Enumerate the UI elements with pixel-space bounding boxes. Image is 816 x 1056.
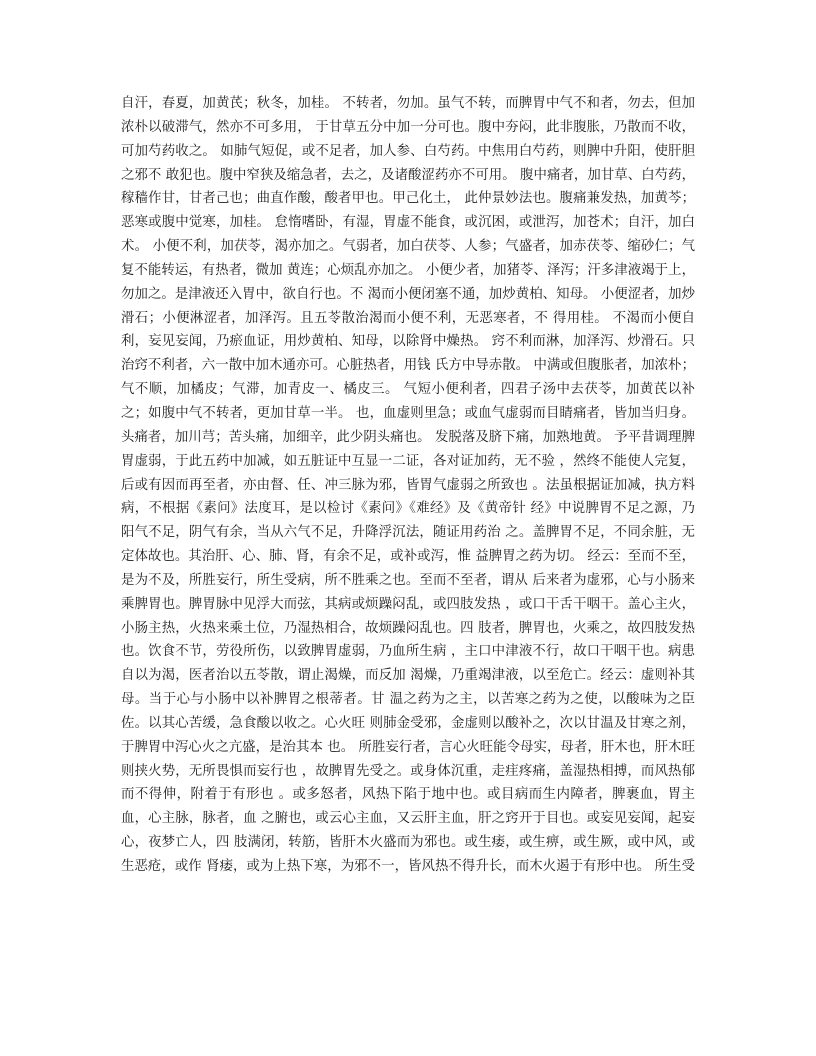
text-line: 自汗，春夏，加黄芪；秋冬，加桂。 不转者，勿加。虽气不转，而脾胃中气不和者，勿去，但加 [121, 96, 695, 111]
text-line: 可加芍药收之。 如肺气短促，或不足者，加人参、白芍药。中焦用白芍药，则脾中升阳，使肝胆 [121, 143, 695, 159]
text-line: 头痛者，加川芎；苦头痛，加细辛，此少阴头痛也。 发脱落及脐下痛，加熟地黄。 予平昔调理脾 [121, 429, 695, 445]
text-line: 心，夜梦亡人，四 肢满闭，转筋，皆肝木火盛而为邪也。或生痿，或生痹，或生厥，或中风，或 [121, 835, 695, 851]
text-line: 治窍不利者，六一散中加木通亦可。心脏热者，用钱 氏方中导赤散。 中满或但腹胀者，加浓朴； [121, 358, 695, 374]
text-line: 滑石；小便淋涩者，加泽泻。且五苓散治渴而小便不利，无恶寒者，不 得用桂。 不渴而小便自 [121, 310, 695, 326]
text-line: 恶寒或腹中觉寒，加桂。 怠惰嗜卧，有湿，胃虚不能食，或沉困，或泄泻，加苍术；自汗，加白 [121, 215, 695, 231]
text-line: 气不顺，加橘皮；气滞，加青皮一、橘皮三。 气短小便利者，四君子汤中去茯苓，加黄芪以补 [121, 382, 695, 398]
text-line: 则挟火势，无所畏惧而妄行也 ，故脾胃先受之。或身体沉重，走疰疼痛，盖湿热相搏，而风热郁 [121, 763, 695, 779]
text-line: 生恶疮，或作 肾痿，或为上热下寒，为邪不一，皆风热不得升长，而木火遏于有形中也。 所生受 [121, 859, 695, 874]
body-text [121, 92, 695, 950]
text-line: 于脾胃中泻心火之亢盛，是治其本 也。 所胜妄行者，言心火旺能令母实，母者，肝木也，肝木旺 [121, 739, 695, 755]
text-line: 乘脾胃也。脾胃脉中见浮大而弦，其病或烦躁闷乱，或四肢发热 ，或口干舌干咽干。盖心主火， [121, 596, 695, 612]
text-line: 胃虚弱，于此五药中加减，如五脏证中互显一二证，各对证加药，无不验 ，然终不能使人完复， [121, 453, 695, 469]
text-line: 病，不根据《素问》法度耳，是以检讨《素问》《难经》及《黄帝针 经》中说脾胃不足之源，乃 [121, 501, 695, 517]
text-line [121, 927, 695, 951]
text-line: 稼穑作甘，甘者己也；曲直作酸，酸者甲也。甲己化土， 此仲景妙法也。腹痛兼发热，加黄芩； [121, 191, 695, 207]
text-line: 术。 小便不利，加茯苓，渴亦加之。气弱者，加白茯苓、人参；气盛者，加赤茯苓、缩砂仁；气 [121, 239, 695, 255]
text-line: 浓朴以破滞气，然亦不可多用， 于甘草五分中加一分可也。腹中夯闷，此非腹胀，乃散而不收， [121, 119, 695, 135]
text-line: 后或有因而再至者，亦由督、任、冲三脉为邪，皆胃气虚弱之所致也 。法虽根据证加减，执方料 [121, 477, 695, 493]
text-line: 利，妄见妄闻，乃瘀血证，用炒黄柏、知母，以除肾中燥热。 窍不利而淋，加泽泻、炒滑石。只 [121, 334, 695, 350]
text-line: 定体故也。其治肝、心、肺、肾，有余不足，或补或泻，惟 益脾胃之药为切。 经云：至而不至， [121, 549, 695, 565]
text-line: 而不得伸，附着于有形也 。或多怒者，风热下陷于地中也。或目病而生内障者，脾裹血，胃主 [121, 787, 695, 803]
text-line: 佐。以其心苦缓，急食酸以收之。心火旺 则肺金受邪，金虚则以酸补之，次以甘温及甘寒之剂， [121, 715, 695, 731]
text-line: 自以为渴，医者治以五苓散，谓止渴燥，而反加 渴燥，乃重竭津液，以至危亡。经云：虚则补其 [121, 668, 695, 684]
text-line [121, 903, 695, 927]
text-line: 也。饮食不节，劳役所伤，以致脾胃虚弱，乃血所生病 ，主口中津液不行，故口干咽干也。病患 [121, 644, 695, 660]
text-line [121, 879, 695, 903]
text-line: 小肠主热，火热来乘土位，乃湿热相合，故烦躁闷乱也。四 肢者，脾胃也，火乘之，故四肢发热 [121, 620, 695, 636]
text-line: 之；如腹中气不转者，更加甘草一半。 也，血虚则里急；或血气虚弱而目睛痛者，皆加当归身。 [121, 405, 695, 421]
text-line: 是为不及，所胜妄行，所生受病，所不胜乘之也。至而不至者，谓从 后来者为虚邪，心与小肠来 [121, 572, 695, 588]
text-line: 勿加之。是津液还入胃中，欲自行也。不 渴而小便闭塞不通，加炒黄柏、知母。 小便涩者，加炒 [121, 286, 695, 302]
text-line: 之邪不 敢犯也。腹中窄狭及缩急者，去之，及诸酸涩药亦不可用。 腹中痛者，加甘草、白芍药， [121, 167, 695, 183]
text-line: 阳气不足，阴气有余，当从六气不足，升降浮沉法，随证用药治 之。盖脾胃不足，不同余脏，无 [121, 525, 695, 541]
text-line: 复不能转运，有热者，微加 黄连；心烦乱亦加之。 小便少者，加猪苓、泽泻；汗多津液竭于上， [121, 262, 695, 278]
text-line: 母。当于心与小肠中以补脾胃之根蒂者。甘 温之药为之主，以苦寒之药为之使，以酸味为之臣 [121, 692, 695, 708]
text-line: 血，心主脉，脉者，血 之腑也，或云心主血，又云肝主血，肝之窍开于目也。或妄见妄闻，起妄 [121, 811, 695, 827]
